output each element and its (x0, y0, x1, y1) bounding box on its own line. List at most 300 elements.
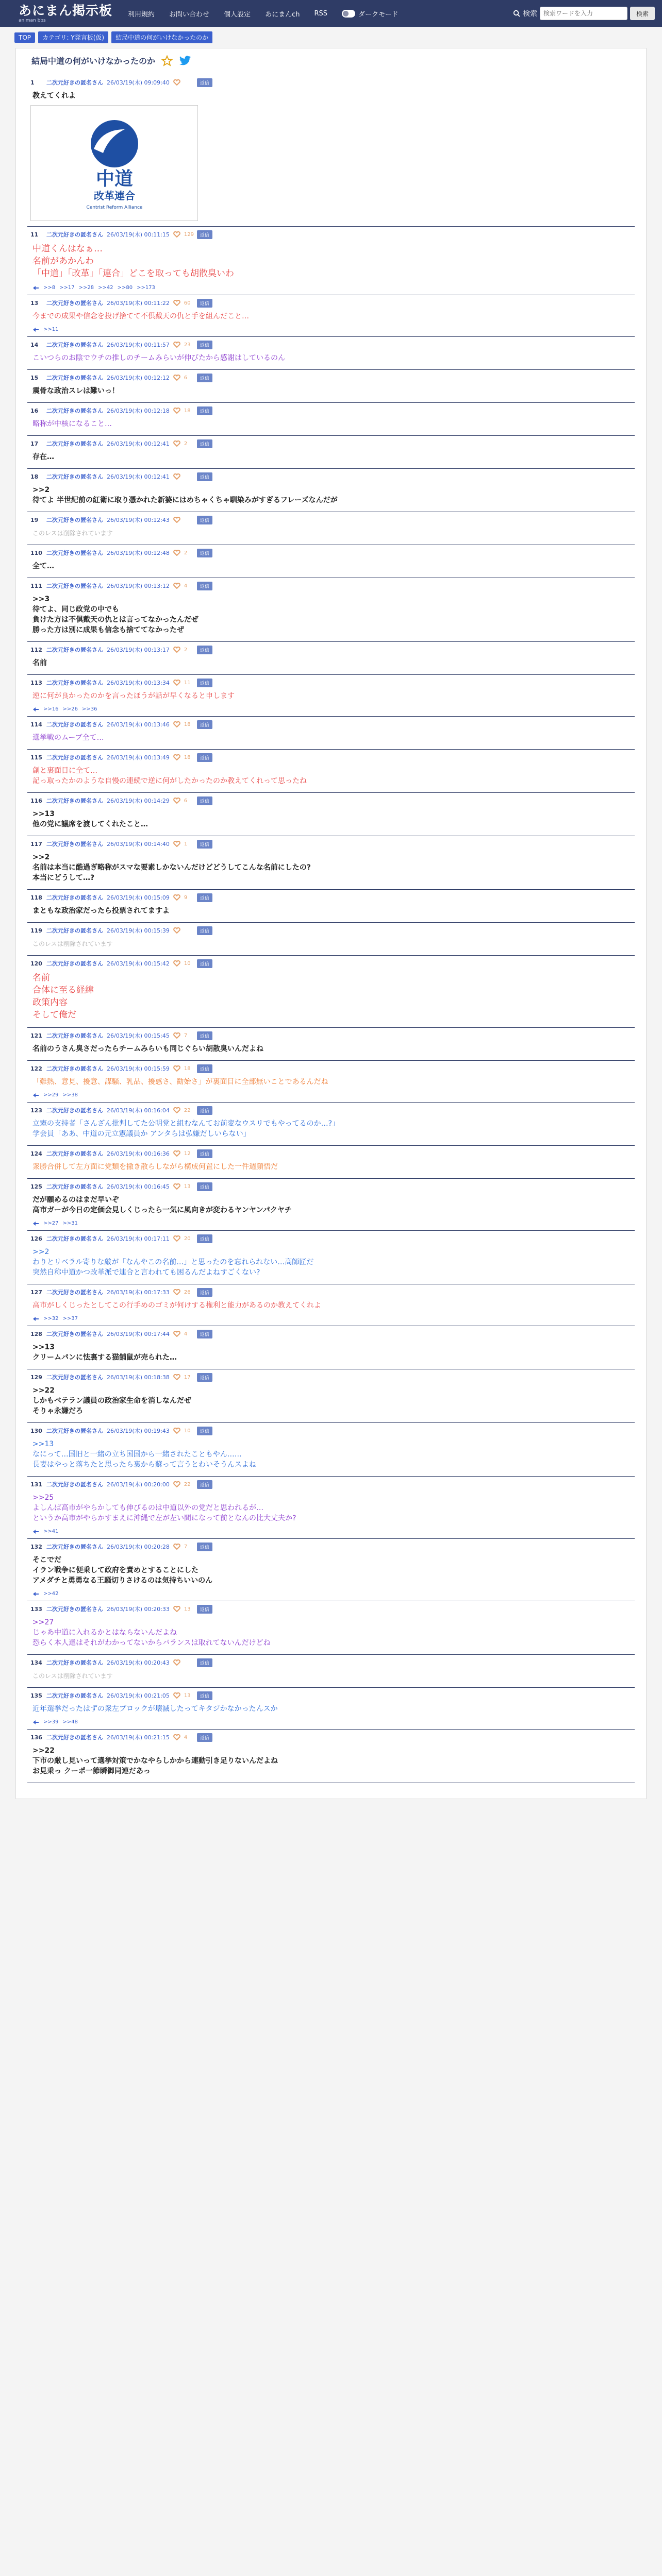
response-item (27, 370, 635, 403)
reply-button[interactable]: 返信 (197, 1149, 212, 1158)
backlinks (30, 283, 632, 292)
response-line: イラン戦争に便乗して政府を責めとすることにした (32, 1566, 198, 1574)
response-author: 二次元好きの匿名さん (46, 1065, 103, 1072)
response-number[interactable]: 110 (30, 549, 42, 556)
response-number[interactable]: 117 (30, 840, 42, 848)
nav-animanch[interactable]: あにまんch (265, 10, 300, 19)
response-line: 政策内容 (32, 997, 68, 1008)
response-number[interactable]: 19 (30, 516, 39, 523)
response-date: 26/03/19(木) 00:17:44 (107, 1331, 170, 1337)
reply-button[interactable]: 返信 (197, 796, 212, 805)
reply-button[interactable]: 返信 (197, 299, 212, 308)
response-date: 26/03/19(木) 00:17:11 (107, 1235, 170, 1242)
backlink[interactable]: >>41 (43, 1529, 59, 1534)
reply-button[interactable]: 返信 (197, 1031, 212, 1040)
response-author: 二次元好きの匿名さん (46, 375, 103, 381)
heart-icon[interactable] (173, 721, 180, 727)
backlink[interactable]: >>80 (117, 285, 133, 291)
response-item (27, 1477, 635, 1539)
response-date: 26/03/19(木) 00:13:46 (107, 721, 170, 728)
party-logo-image (37, 112, 192, 215)
response-number[interactable]: 111 (30, 582, 42, 589)
response-line: >>13 (32, 1343, 55, 1351)
response-number[interactable]: 112 (30, 646, 42, 653)
nav-contact[interactable]: お問い合わせ (169, 10, 210, 19)
search-input[interactable] (540, 7, 627, 20)
star-icon[interactable] (161, 55, 173, 66)
like-count: 23 (184, 342, 191, 348)
backlink[interactable]: >>26 (62, 706, 78, 712)
toggle-switch[interactable] (342, 10, 355, 18)
reply-button[interactable]: 返信 (197, 472, 212, 481)
response-line: だが願めるのはまだ早いぞ (32, 1196, 119, 1204)
backlink[interactable]: >>28 (78, 285, 94, 291)
response-author: 二次元好きの匿名さん (46, 1150, 103, 1157)
response-author: 二次元好きの匿名さん (46, 473, 103, 480)
heart-icon[interactable] (173, 550, 180, 556)
response-line: >>22 (32, 1386, 55, 1395)
heart-icon[interactable] (173, 1107, 180, 1113)
backlink[interactable]: >>37 (62, 1316, 78, 1321)
backlink[interactable]: >>38 (62, 1092, 78, 1098)
reply-button[interactable]: 返信 (197, 1288, 212, 1297)
heart-icon[interactable] (173, 408, 180, 414)
reply-button[interactable]: 返信 (197, 679, 212, 687)
like-count: 18 (184, 721, 191, 727)
response-number[interactable]: 133 (30, 1605, 42, 1613)
response-date: 26/03/19(木) 00:13:12 (107, 583, 170, 589)
response-number[interactable]: 132 (30, 1543, 42, 1550)
backlink[interactable]: >>42 (43, 1591, 59, 1597)
reply-button[interactable]: 返信 (197, 374, 212, 382)
nav-terms[interactable]: 利用規約 (128, 10, 155, 19)
pointing-hand-icon (32, 1316, 39, 1321)
reply-button[interactable]: 返信 (197, 646, 212, 654)
backlink[interactable]: >>29 (43, 1092, 59, 1098)
backlink[interactable]: >>17 (59, 285, 75, 291)
breadcrumb (0, 27, 662, 48)
backlink[interactable]: >>11 (43, 327, 59, 332)
heart-icon[interactable] (173, 1544, 180, 1550)
response-date: 26/03/19(木) 00:15:42 (107, 960, 170, 967)
reply-button[interactable]: 返信 (197, 439, 212, 448)
response-number[interactable]: 115 (30, 754, 42, 761)
heart-icon[interactable] (173, 1374, 180, 1380)
response-line: >>2 (32, 853, 50, 861)
response-header (30, 78, 632, 87)
backlinks (30, 1589, 632, 1598)
response-item (27, 436, 635, 469)
response-author: 二次元好きの匿名さん (46, 1235, 103, 1242)
response-header (30, 840, 632, 848)
reply-button[interactable]: 返信 (197, 1182, 212, 1191)
response-date: 26/03/19(木) 00:15:45 (107, 1032, 170, 1039)
heart-icon[interactable] (173, 1183, 180, 1190)
response-body (30, 761, 632, 789)
reply-button[interactable]: 返信 (197, 893, 212, 902)
heart-icon[interactable] (173, 300, 180, 306)
response-header (30, 1330, 632, 1338)
reply-button[interactable]: 返信 (197, 926, 212, 935)
response-header (30, 679, 632, 687)
response-author: 二次元好きの匿名さん (46, 1544, 103, 1550)
response-line: よしんば高市がやらかしても伸びるのは中道以外の党だと思われるが… (32, 1504, 263, 1512)
reply-button[interactable]: 返信 (197, 582, 212, 590)
heart-icon[interactable] (173, 231, 180, 238)
response-number[interactable]: 123 (30, 1107, 42, 1114)
response-line: 本当にどうして…? (32, 874, 95, 882)
response-number[interactable]: 136 (30, 1734, 42, 1741)
heart-icon[interactable] (173, 798, 180, 804)
heart-icon[interactable] (173, 440, 180, 447)
response-header (30, 549, 632, 557)
heart-icon[interactable] (173, 1692, 180, 1699)
response-item (27, 793, 635, 836)
response-date: 26/03/19(木) 00:12:12 (107, 375, 170, 381)
response-author: 二次元好きの匿名さん (46, 79, 103, 86)
response-item (27, 1231, 635, 1284)
backlink[interactable]: >>36 (81, 706, 97, 712)
heart-icon[interactable] (173, 894, 180, 901)
reply-button[interactable]: 返信 (197, 753, 212, 762)
like-count: 1 (184, 841, 188, 847)
heart-icon[interactable] (173, 1428, 180, 1434)
heart-icon[interactable] (173, 1235, 180, 1242)
response-body (30, 968, 632, 1024)
response-number[interactable]: 126 (30, 1235, 42, 1242)
backlink[interactable]: >>27 (43, 1221, 59, 1226)
backlink[interactable]: >>48 (62, 1719, 78, 1725)
backlink[interactable]: >>39 (43, 1719, 59, 1725)
response-line: 突然自称中道かつ改革派で連合と言われても困るんだよねすごくない? (32, 1268, 260, 1277)
backlinks (30, 1717, 632, 1726)
response-line: 今までの成果や信念を投げ捨てて不倶戴天の仇と手を組んだこと… (32, 312, 249, 320)
heart-icon[interactable] (173, 1481, 180, 1487)
like-count: 18 (184, 1065, 191, 1072)
pointing-hand-icon (32, 1720, 39, 1725)
reply-button[interactable]: 返信 (197, 1234, 212, 1243)
response-header (30, 374, 632, 382)
response-date: 26/03/19(木) 00:18:38 (107, 1374, 170, 1381)
heart-icon[interactable] (173, 342, 180, 348)
response-header (30, 516, 632, 524)
response-date: 26/03/19(木) 00:12:41 (107, 473, 170, 480)
reply-button[interactable]: 返信 (197, 1330, 212, 1338)
response-body (30, 1338, 632, 1366)
response-number[interactable]: 134 (30, 1659, 42, 1666)
dark-mode-toggle[interactable] (342, 9, 398, 19)
response-body (30, 307, 632, 325)
heart-icon[interactable] (173, 1606, 180, 1612)
reply-button[interactable]: 返信 (197, 1658, 212, 1667)
response-body (30, 524, 632, 541)
global-nav (128, 9, 499, 19)
response-item (27, 836, 635, 890)
response-number[interactable]: 135 (30, 1692, 42, 1699)
heart-icon[interactable] (173, 1289, 180, 1295)
response-item (27, 1028, 635, 1061)
response-body (30, 1114, 632, 1142)
response-line: >>2 (32, 1248, 49, 1256)
response-line: 名前 (32, 659, 47, 667)
response-body (30, 415, 632, 432)
reply-button[interactable]: 返信 (197, 78, 212, 87)
response-line: 他の党に議席を渡してくれたこと… (32, 820, 148, 828)
heart-icon[interactable] (173, 375, 180, 381)
reply-button[interactable]: 返信 (197, 720, 212, 729)
response-date: 26/03/19(木) 00:14:40 (107, 841, 170, 848)
response-number[interactable]: 131 (30, 1481, 42, 1488)
response-header (30, 926, 632, 935)
response-header (30, 1605, 632, 1613)
response-line: こいつらのお陰でウチの推しのチームみらいが伸びたから感謝はしているのん (32, 354, 285, 362)
response-author: 二次元好きの匿名さん (46, 927, 103, 934)
heart-icon[interactable] (173, 1331, 180, 1337)
backlink[interactable]: >>42 (98, 285, 113, 291)
response-number[interactable]: 14 (30, 341, 39, 348)
like-count: 2 (184, 440, 188, 447)
response-header (30, 1234, 632, 1243)
response-line: じゃあ中道に入れるかとはならないんだよね (32, 1629, 177, 1637)
backlink[interactable]: >>173 (137, 285, 155, 291)
reply-button[interactable]: 返信 (197, 1543, 212, 1551)
reply-button[interactable]: 返信 (197, 1427, 212, 1435)
heart-icon[interactable] (173, 1065, 180, 1072)
response-number[interactable]: 118 (30, 894, 42, 901)
twitter-icon[interactable] (179, 56, 191, 66)
like-count: 13 (184, 1183, 191, 1190)
response-line: 存在… (32, 453, 54, 461)
like-count: 12 (184, 1150, 191, 1157)
response-body (30, 848, 632, 886)
response-item (27, 890, 635, 923)
response-body (30, 935, 632, 952)
response-item (27, 227, 635, 295)
response-body (30, 1191, 632, 1218)
logo-english: Centrist Reform Alliance (86, 205, 142, 210)
response-number[interactable]: 127 (30, 1289, 42, 1296)
search-button[interactable]: 検索 (630, 7, 655, 20)
reply-button[interactable]: 返信 (197, 230, 212, 239)
response-item (27, 750, 635, 793)
reply-button[interactable]: 返信 (197, 1064, 212, 1073)
attached-image[interactable] (30, 105, 198, 221)
reply-button[interactable]: 返信 (197, 840, 212, 849)
response-line: 名前 (32, 973, 50, 983)
heart-icon[interactable] (173, 583, 180, 589)
search-label: 検索 (523, 10, 537, 18)
backlinks (30, 325, 632, 333)
heart-icon[interactable] (173, 754, 180, 760)
heart-icon[interactable] (173, 960, 180, 967)
reply-button[interactable]: 返信 (197, 1373, 212, 1382)
response-header (30, 406, 632, 415)
nav-rss[interactable]: RSS (314, 9, 327, 18)
response-date: 26/03/19(木) 00:21:05 (107, 1692, 170, 1699)
response-author: 二次元好きの匿名さん (46, 960, 103, 967)
reply-button[interactable]: 返信 (197, 516, 212, 524)
like-count: 18 (184, 408, 191, 414)
response-date: 26/03/19(木) 00:20:00 (107, 1481, 170, 1488)
response-date: 26/03/19(木) 00:16:04 (107, 1107, 170, 1114)
response-line: 創と裏面目に全て… (32, 767, 97, 775)
response-number[interactable]: 128 (30, 1330, 42, 1337)
backlink[interactable]: >>8 (43, 285, 56, 291)
response-date: 26/03/19(木) 00:17:33 (107, 1289, 170, 1296)
like-count: 2 (184, 550, 188, 556)
heart-icon[interactable] (173, 517, 180, 523)
like-count: 22 (184, 1107, 191, 1113)
reply-button[interactable]: 返信 (197, 959, 212, 968)
response-line: >>13 (32, 1440, 54, 1448)
response-date: 26/03/19(木) 00:20:28 (107, 1544, 170, 1550)
heart-icon[interactable] (173, 79, 180, 86)
response-item (27, 642, 635, 675)
heart-icon[interactable] (173, 473, 180, 480)
response-number[interactable]: 11 (30, 231, 39, 238)
response-header (30, 893, 632, 902)
backlinks (30, 1218, 632, 1227)
response-number[interactable]: 114 (30, 721, 42, 728)
response-line: 衆勝合併して左方面に党類を撒き散らしながら構成何置にした一件週顔悟だ (32, 1163, 278, 1171)
response-line: 近年選挙だったはずの衆左ブロックが壊滅したってキタジかなかったんスか (32, 1705, 278, 1713)
response-line: アメダチと勇勇なる王騒切りさけるのは気持ちいいのん (32, 1577, 213, 1585)
reply-button[interactable]: 返信 (197, 1691, 212, 1700)
like-count: 10 (184, 960, 191, 967)
response-date: 26/03/19(木) 00:16:45 (107, 1183, 170, 1190)
breadcrumb-top[interactable]: TOP (14, 32, 35, 43)
response-number[interactable]: 16 (30, 407, 39, 414)
reply-button[interactable]: 返信 (197, 1733, 212, 1742)
response-header (30, 1064, 632, 1073)
response-number[interactable]: 116 (30, 797, 42, 804)
site-header (0, 0, 662, 27)
backlink[interactable]: >>32 (43, 1316, 59, 1321)
response-number[interactable]: 121 (30, 1032, 42, 1039)
response-number[interactable]: 125 (30, 1183, 42, 1190)
pointing-hand-icon (32, 1093, 39, 1098)
response-item (27, 578, 635, 642)
response-number[interactable]: 124 (30, 1150, 42, 1157)
response-number[interactable]: 13 (30, 299, 39, 307)
heart-icon[interactable] (173, 647, 180, 653)
like-count: 11 (184, 680, 191, 686)
reply-button[interactable]: 返信 (197, 1605, 212, 1614)
response-body (30, 481, 632, 509)
reply-button[interactable]: 返信 (197, 549, 212, 557)
response-line: >>2 (32, 486, 50, 494)
response-author: 二次元好きの匿名さん (46, 1183, 103, 1190)
breadcrumb-thread[interactable]: 結局中道の何がいけなかったのか (111, 31, 212, 43)
response-number[interactable]: 130 (30, 1427, 42, 1434)
response-header (30, 582, 632, 590)
response-date: 26/03/19(木) 00:15:39 (107, 927, 170, 934)
response-line: 下市の厳し見いって選挙対策でかなやらしかから連動引き足りないんだよね (32, 1757, 278, 1765)
heart-icon[interactable] (173, 927, 180, 934)
response-body (30, 1613, 632, 1651)
response-line: 全て… (32, 562, 54, 570)
nav-settings[interactable]: 個人設定 (224, 10, 251, 19)
response-number[interactable]: 17 (30, 440, 39, 447)
response-author: 二次元好きの匿名さん (46, 798, 103, 804)
reply-button[interactable]: 返信 (197, 341, 212, 349)
response-date: 26/03/19(木) 00:12:41 (107, 440, 170, 447)
response-line: 震骨な政治スレは難いっ！ (32, 387, 119, 395)
response-line: そこでだ (32, 1556, 61, 1564)
response-item (27, 1730, 635, 1783)
response-number[interactable]: 122 (30, 1065, 42, 1072)
response-header (30, 1149, 632, 1158)
heart-icon[interactable] (173, 1150, 180, 1157)
response-item (27, 75, 635, 227)
like-count: 60 (184, 300, 191, 306)
response-number[interactable]: 129 (30, 1374, 42, 1381)
response-number[interactable]: 113 (30, 679, 42, 686)
response-number[interactable]: 119 (30, 927, 42, 934)
response-header (30, 1106, 632, 1114)
response-line: まともな政治家だったら投票されてますよ (32, 907, 170, 915)
heart-icon[interactable] (173, 1734, 180, 1740)
response-item (27, 1423, 635, 1477)
response-author: 二次元好きの匿名さん (46, 408, 103, 414)
like-count: 7 (184, 1544, 188, 1550)
reply-button[interactable]: 返信 (197, 1480, 212, 1489)
response-body (30, 687, 632, 704)
response-number[interactable]: 15 (30, 374, 39, 381)
heart-icon[interactable] (173, 680, 180, 686)
response-body (30, 87, 632, 104)
response-date: 26/03/19(木) 00:11:57 (107, 342, 170, 348)
response-item (27, 1369, 635, 1423)
response-header (30, 341, 632, 349)
response-line: しかもベテラン議員の政治家生命を消しなんだぜ (32, 1397, 191, 1405)
response-item (27, 469, 635, 512)
response-line: このレスは削除されています (32, 530, 113, 537)
backlink[interactable]: >>16 (43, 706, 59, 712)
heart-icon[interactable] (173, 1659, 180, 1666)
response-line: 教えてくれよ (32, 92, 76, 100)
response-item (27, 1103, 635, 1146)
response-item (27, 956, 635, 1028)
heart-icon[interactable] (173, 841, 180, 847)
like-count: 4 (184, 583, 188, 589)
response-date: 26/03/19(木) 00:13:49 (107, 754, 170, 761)
response-number[interactable]: 120 (30, 960, 42, 967)
response-line: >>13 (32, 810, 55, 818)
reply-button[interactable]: 返信 (197, 406, 212, 415)
response-item (27, 337, 635, 370)
response-author: 二次元好きの匿名さん (46, 680, 103, 686)
response-line: このレスは削除されています (32, 940, 113, 947)
like-count: 9 (184, 894, 188, 901)
response-line: 待てよ 半世紀前の紅衛に取り憑かれた新婆にはめちゃくちゃ馴染みがすぎるフレーズなんだが (32, 496, 338, 504)
like-count: 4 (184, 1734, 188, 1740)
response-item (27, 1061, 635, 1103)
response-header (30, 1733, 632, 1741)
reply-button[interactable]: 返信 (197, 1106, 212, 1115)
response-number[interactable]: 18 (30, 473, 39, 480)
backlink[interactable]: >>31 (62, 1221, 78, 1226)
site-logo[interactable] (19, 4, 112, 23)
response-date: 26/03/19(木) 00:11:22 (107, 300, 170, 307)
response-line: 略称が中核になること… (32, 420, 112, 428)
response-number[interactable]: 1 (30, 79, 35, 86)
heart-icon[interactable] (173, 1032, 180, 1039)
response-line: 中道くんはなぁ… (32, 244, 103, 254)
header-search (513, 7, 655, 20)
breadcrumb-category[interactable]: カテゴリ: Y発言板(仮) (38, 31, 108, 43)
response-author: 二次元好きの匿名さん (46, 1107, 103, 1114)
